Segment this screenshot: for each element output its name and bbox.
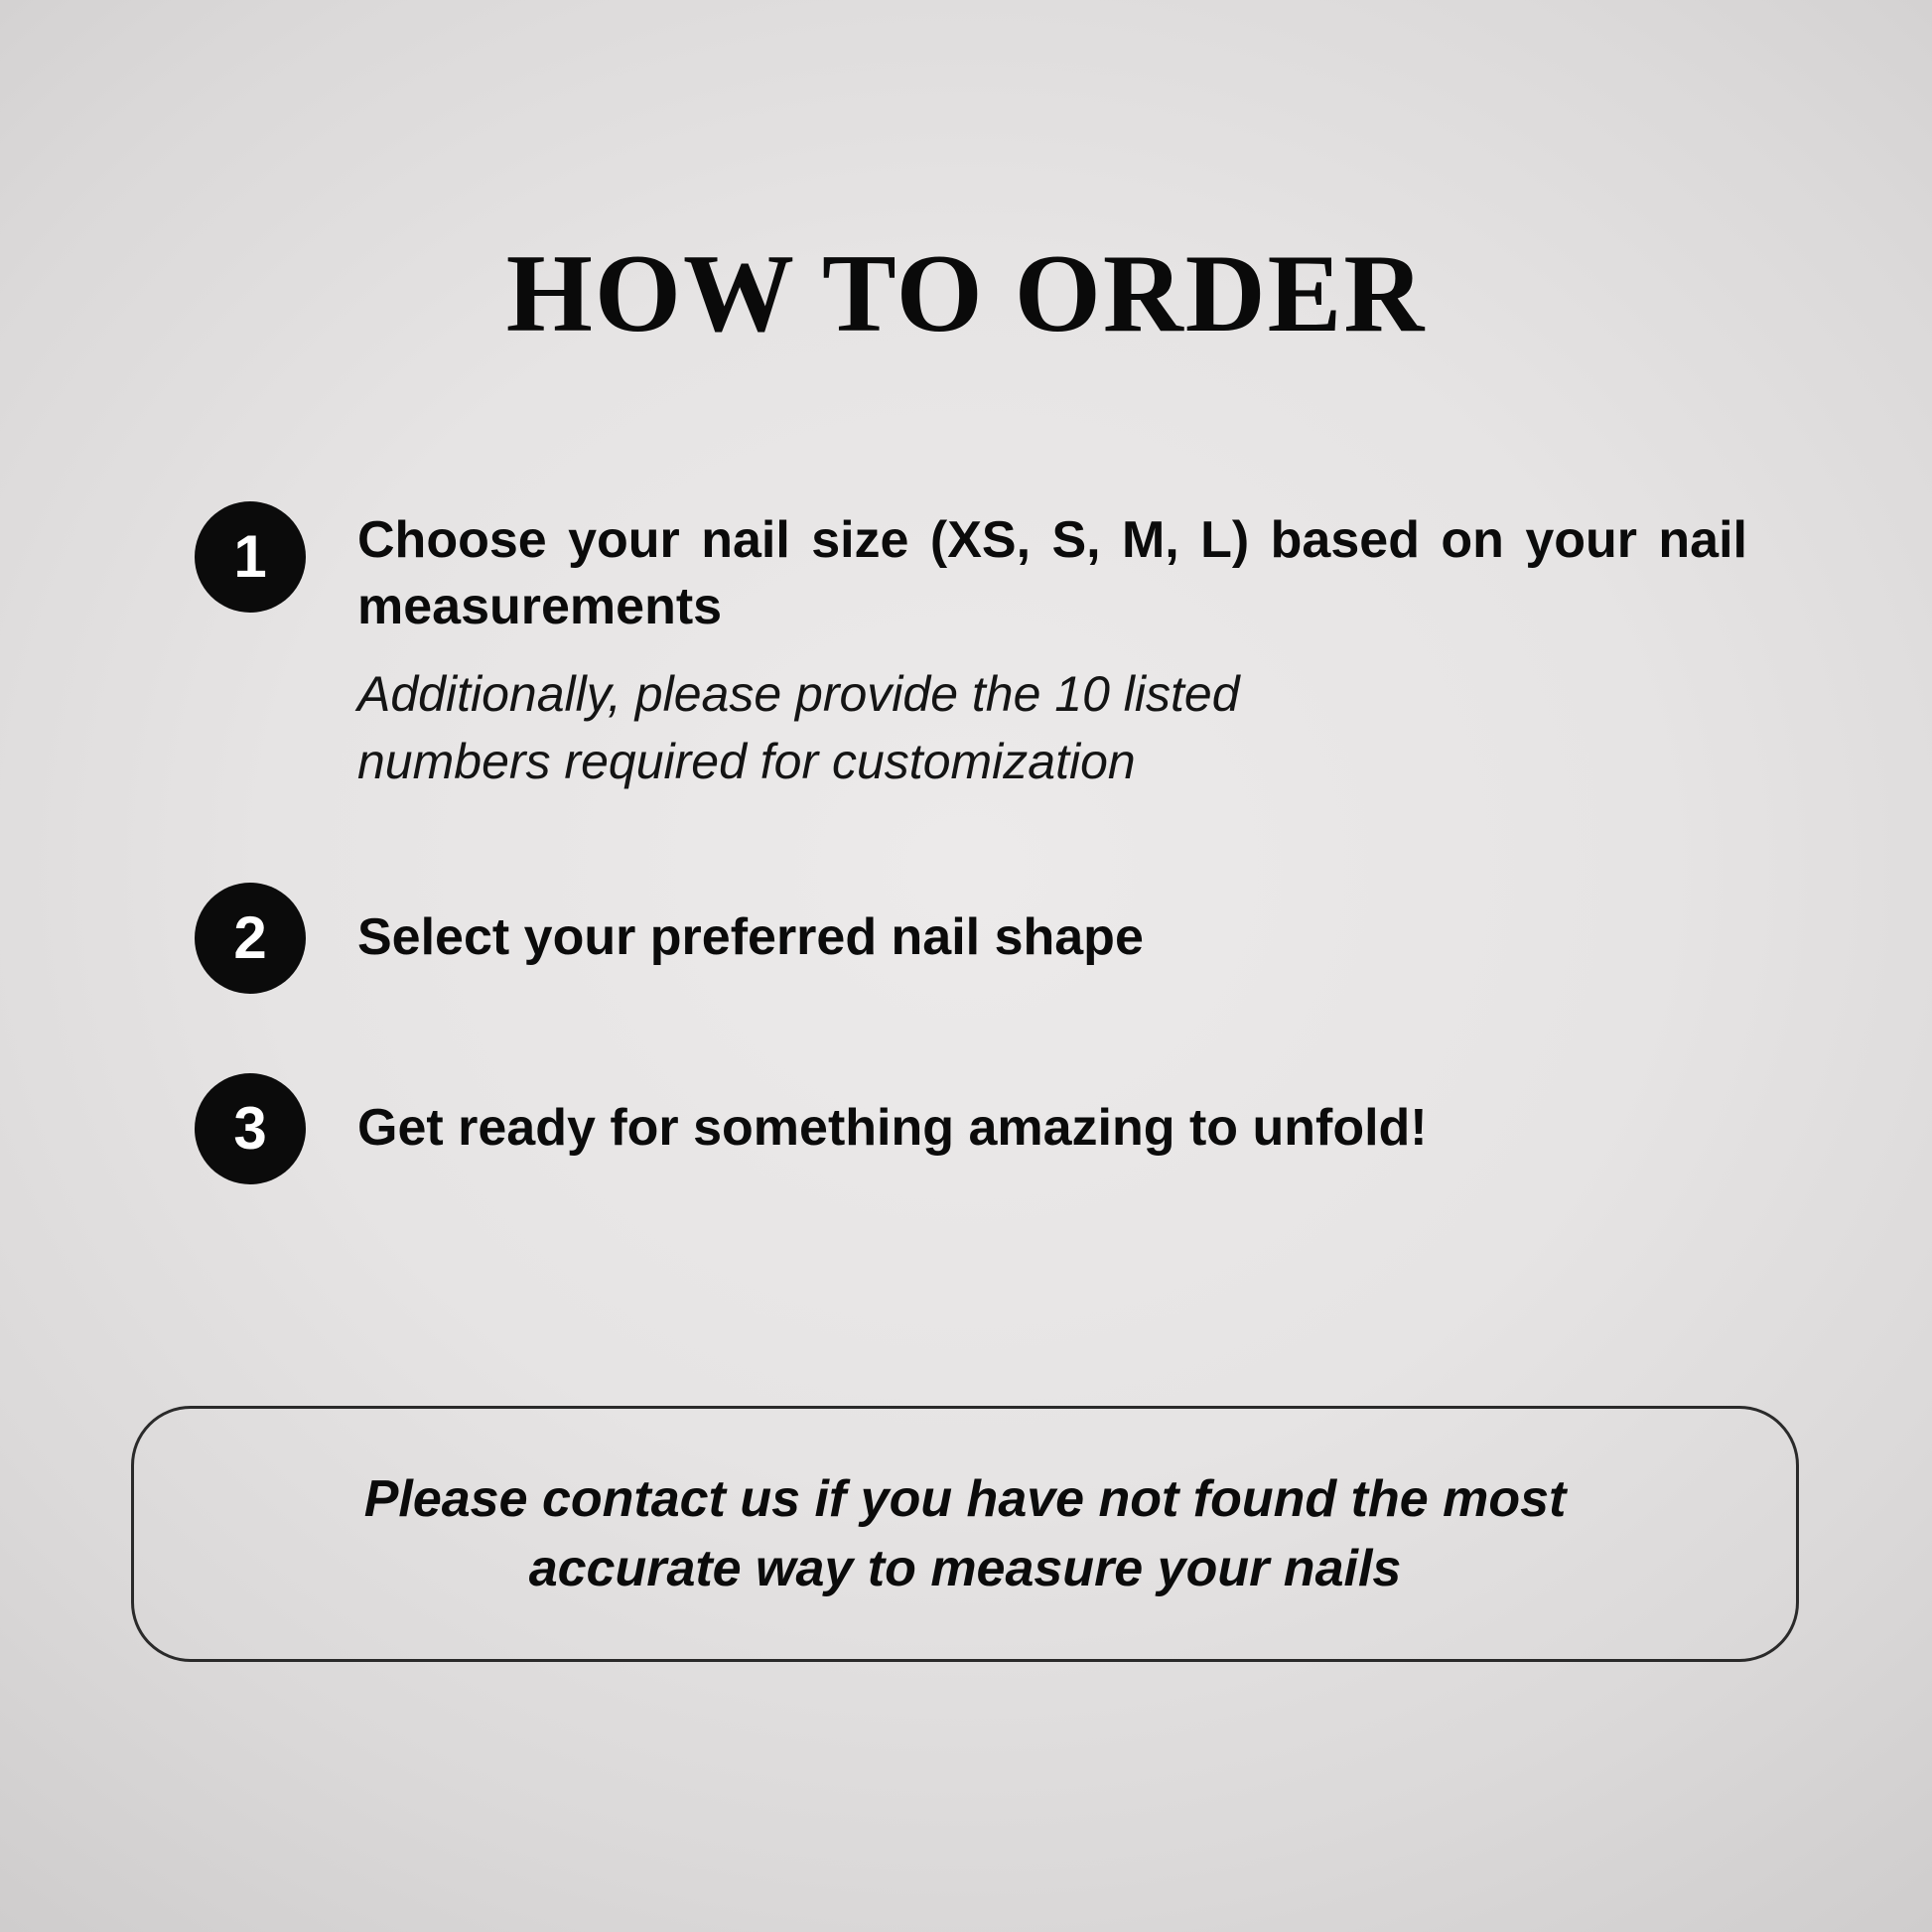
- contact-callout-box: [131, 1406, 1799, 1662]
- list-item: [195, 1073, 1763, 1184]
- page-title: HOW TO ORDER: [505, 232, 1427, 355]
- step-text-1: Choose your nail size (XS, S, M, L) based on your nail measurements: [357, 511, 1747, 635]
- step-text-2: Select your preferred nail shape: [357, 908, 1144, 967]
- contact-callout-text: [295, 1464, 1636, 1603]
- step-text-3: Get ready for something amazing to unfold!: [357, 1099, 1428, 1158]
- spacer: [195, 795, 1763, 883]
- steps-list: [195, 501, 1763, 1184]
- list-item: [195, 883, 1763, 994]
- list-item: [195, 501, 1763, 639]
- step-number-badge-3: 3: [195, 1073, 306, 1184]
- step-note-1: [357, 661, 1747, 795]
- step-note-1-line-2: numbers required for customization: [357, 733, 1136, 789]
- step-note-1-line-1: Additionally, please provide the 10 listed: [357, 666, 1240, 723]
- spacer: [195, 994, 1763, 1073]
- step-number-badge-2: 2: [195, 883, 306, 994]
- step-number-badge-1: 1: [195, 501, 306, 613]
- contact-callout-line-1: Please contact us if you have not found the most: [363, 1469, 1567, 1528]
- contact-callout-line-2: accurate way to measure your nails: [528, 1540, 1402, 1597]
